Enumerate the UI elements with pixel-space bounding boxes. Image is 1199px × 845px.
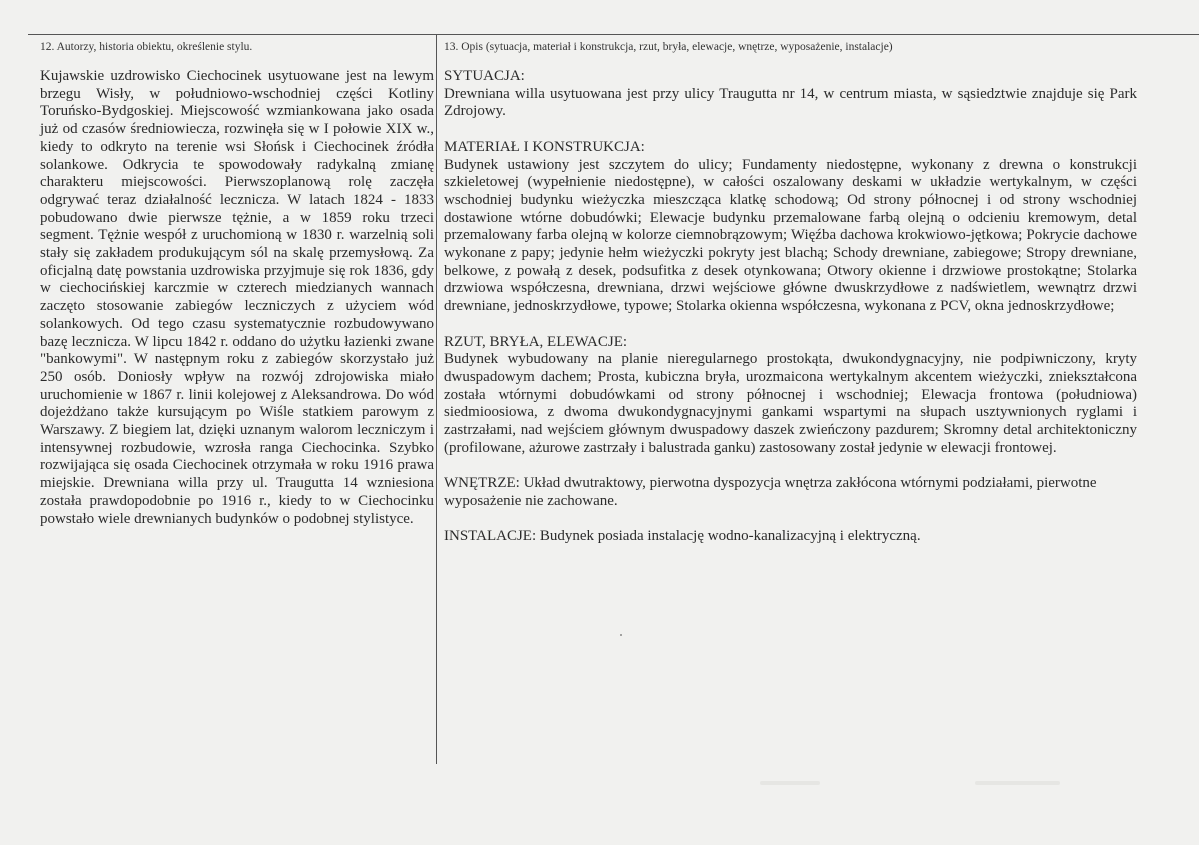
instalacje-title: INSTALACJE: (444, 528, 537, 545)
sytuacja-text: Drewniana willa usytuowana jest przy ulicy Traugutta nr 14, w centrum miasta, w sąsiedztwie znajduje się Park Zdrojowy. (444, 85, 1137, 120)
section-sytuacja (444, 68, 1137, 121)
sytuacja-title: SYTUACJA: (444, 68, 525, 84)
material-title: MATERIAŁ I KONSTRUKCJA: (444, 138, 645, 155)
faint-bleed-mark (975, 781, 1060, 785)
description-column (444, 68, 1137, 564)
section-rzut (444, 334, 1137, 458)
column-divider (436, 34, 437, 764)
material-text: Budynek ustawiony jest szczytem do ulicy; Fundamenty niedostępne, wykonany z drewna o konstrukcji szkieletowej (wypełnienie niedostępne), w całości oszalowany deskami w układzie wertykalnym, w części wschodniej budynku wieżyczka mieszcząca klatkę schodową; Od strony północnej i od strony wschodniej dostawione wtórne dobudówki; Elewacje budynku przemalowane farbą olejną o odcieniu kremowym, detal przemalowany farba olejną w kolorze ciemnobrązowym; Więźba dachowa krokwiowo-jętkowa; Pokrycie dachowe wykonane z papy; jedynie hełm wieżyczki pokryty jest blachą; Schody drewniane, zabiegowe; Stropy drewniane, belkowe, z powałą z desek, podsufitka z desek otynkowana; Otwory okienne i drzwiowe prostokątne; Stolarka drzwiowa współczesna, drewniana, drzwi wejściowe główne dwuskrzydłowe z nadświetlem, wewnątrz drzwi drewniane, jednoskrzydłowe, typowe; Stolarka okienna współczesna, wykonana z PCV, okna jednoskrzydłowe; (444, 156, 1137, 315)
rzut-title: RZUT, BRYŁA, ELEWACJE: (444, 333, 628, 350)
top-rule (28, 34, 1199, 35)
section-wnetrze (444, 475, 1137, 510)
instalacje-text: Budynek posiada instalację wodno-kanalizacyjną i elektryczną. (539, 528, 921, 545)
section-material (444, 139, 1137, 316)
left-column-heading: 12. Autorzy, historia obiektu, określenie stylu. (40, 41, 253, 53)
wnetrze-text: Układ dwutraktowy, pierwotna dyspozycja wnętrza zakłócona wtórnymi podziałami, pierwotne wyposażenie nie zachowane. (444, 475, 1097, 509)
paper-speck (620, 634, 622, 636)
history-text: Kujawskie uzdrowisko Ciechocinek usytuowane jest na lewym brzegu Wisły, w południowo-wschodniej części Kotliny Toruńsko-Bydgoskiej. Miejscowość wzmiankowana jako osada już od czasów średniowiecza, rozwinęła się w I połowie XIX w., kiedy to odkryto na terenie wsi Słońsk i Ciechocinek źródła solankowe. Odkrycia te spowodowały radykalną zmianę charakteru miejscowości. Pierwszoplanową rolę zaczęła odgrywać teraz działalność lecznicza. W latach 1824 - 1833 pobudowano dwie pierwsze tężnie, a w 1859 roku trzeci segment. Tężnie wespół z uruchomioną w 1830 r. warzelnią soli stały się zakładem produkującym sól na skalę przemysłową. Za oficjalną datę powstania uzdrowiska przyjmuje się rok 1836, gdy w ciechocińskiej karczmie w czterech miedzianych wannach zaczęto stosowanie zabiegów leczniczych z użyciem wód solankowych. Od tego czasu systematycznie rozbudowywano bazę lecznicza. W lipcu 1842 r. oddano do użytku łazienki zwane "bankowymi". W następnym roku z zabiegów skorzystało już 250 osób. Doniosły wpływ na rozwój zdrojowiska miało uruchomienie w 1867 r. linii kolejowej z Aleksandrowa. Do wód dojeżdżano także kursującym po Wiśle statkiem parowym z Warszawy. Z biegiem lat, dzięki uznanym walorom leczniczym i intensywnej rozbudowie, wzrosła ranga Ciechocinka. Szybko rozwijająca się osada Ciechocinek otrzymała w roku 1916 prawa miejskie. Drewniana willa przy ul. Traugutta 14 wzniesiona została prawdopodobnie po 1916 r., kiedy to w Ciechocinku powstało wiele drewnianych budynków o podobnej stylistyce. (40, 68, 434, 527)
right-column-heading: 13. Opis (sytuacja, materiał i konstrukcja, rzut, bryła, elewacje, wnętrze, wyposażenie, instalacje) (444, 41, 893, 53)
faint-bleed-mark (760, 781, 820, 785)
wnetrze-title: WNĘTRZE: (444, 475, 520, 492)
rzut-text: Budynek wybudowany na planie nieregularnego prostokąta, dwukondygnacyjny, nie podpiwniczony, kryty dwuspadowym dachem; Prosta, kubiczna bryła, urozmaicona wertykalnym akcentem wieżyczki, zniekształcona została wtórnymi dobudówkami od strony północnej i wschodniej; Elewacja frontowa (południowa) siedmioosiowa, z dwoma dwukondygnacyjnymi gankami wspartymi na słupach usztywnionych ryglami i zastrzałami, nad wejściem głównym dwuspadowy daszek zwieńczony pazdurem; Skromny detal architektoniczny (profilowane, ażurowe zastrzały i balustrada ganku) zastosowany został jedynie w elewacji frontowej. (444, 351, 1137, 456)
section-instalacje (444, 528, 1137, 546)
